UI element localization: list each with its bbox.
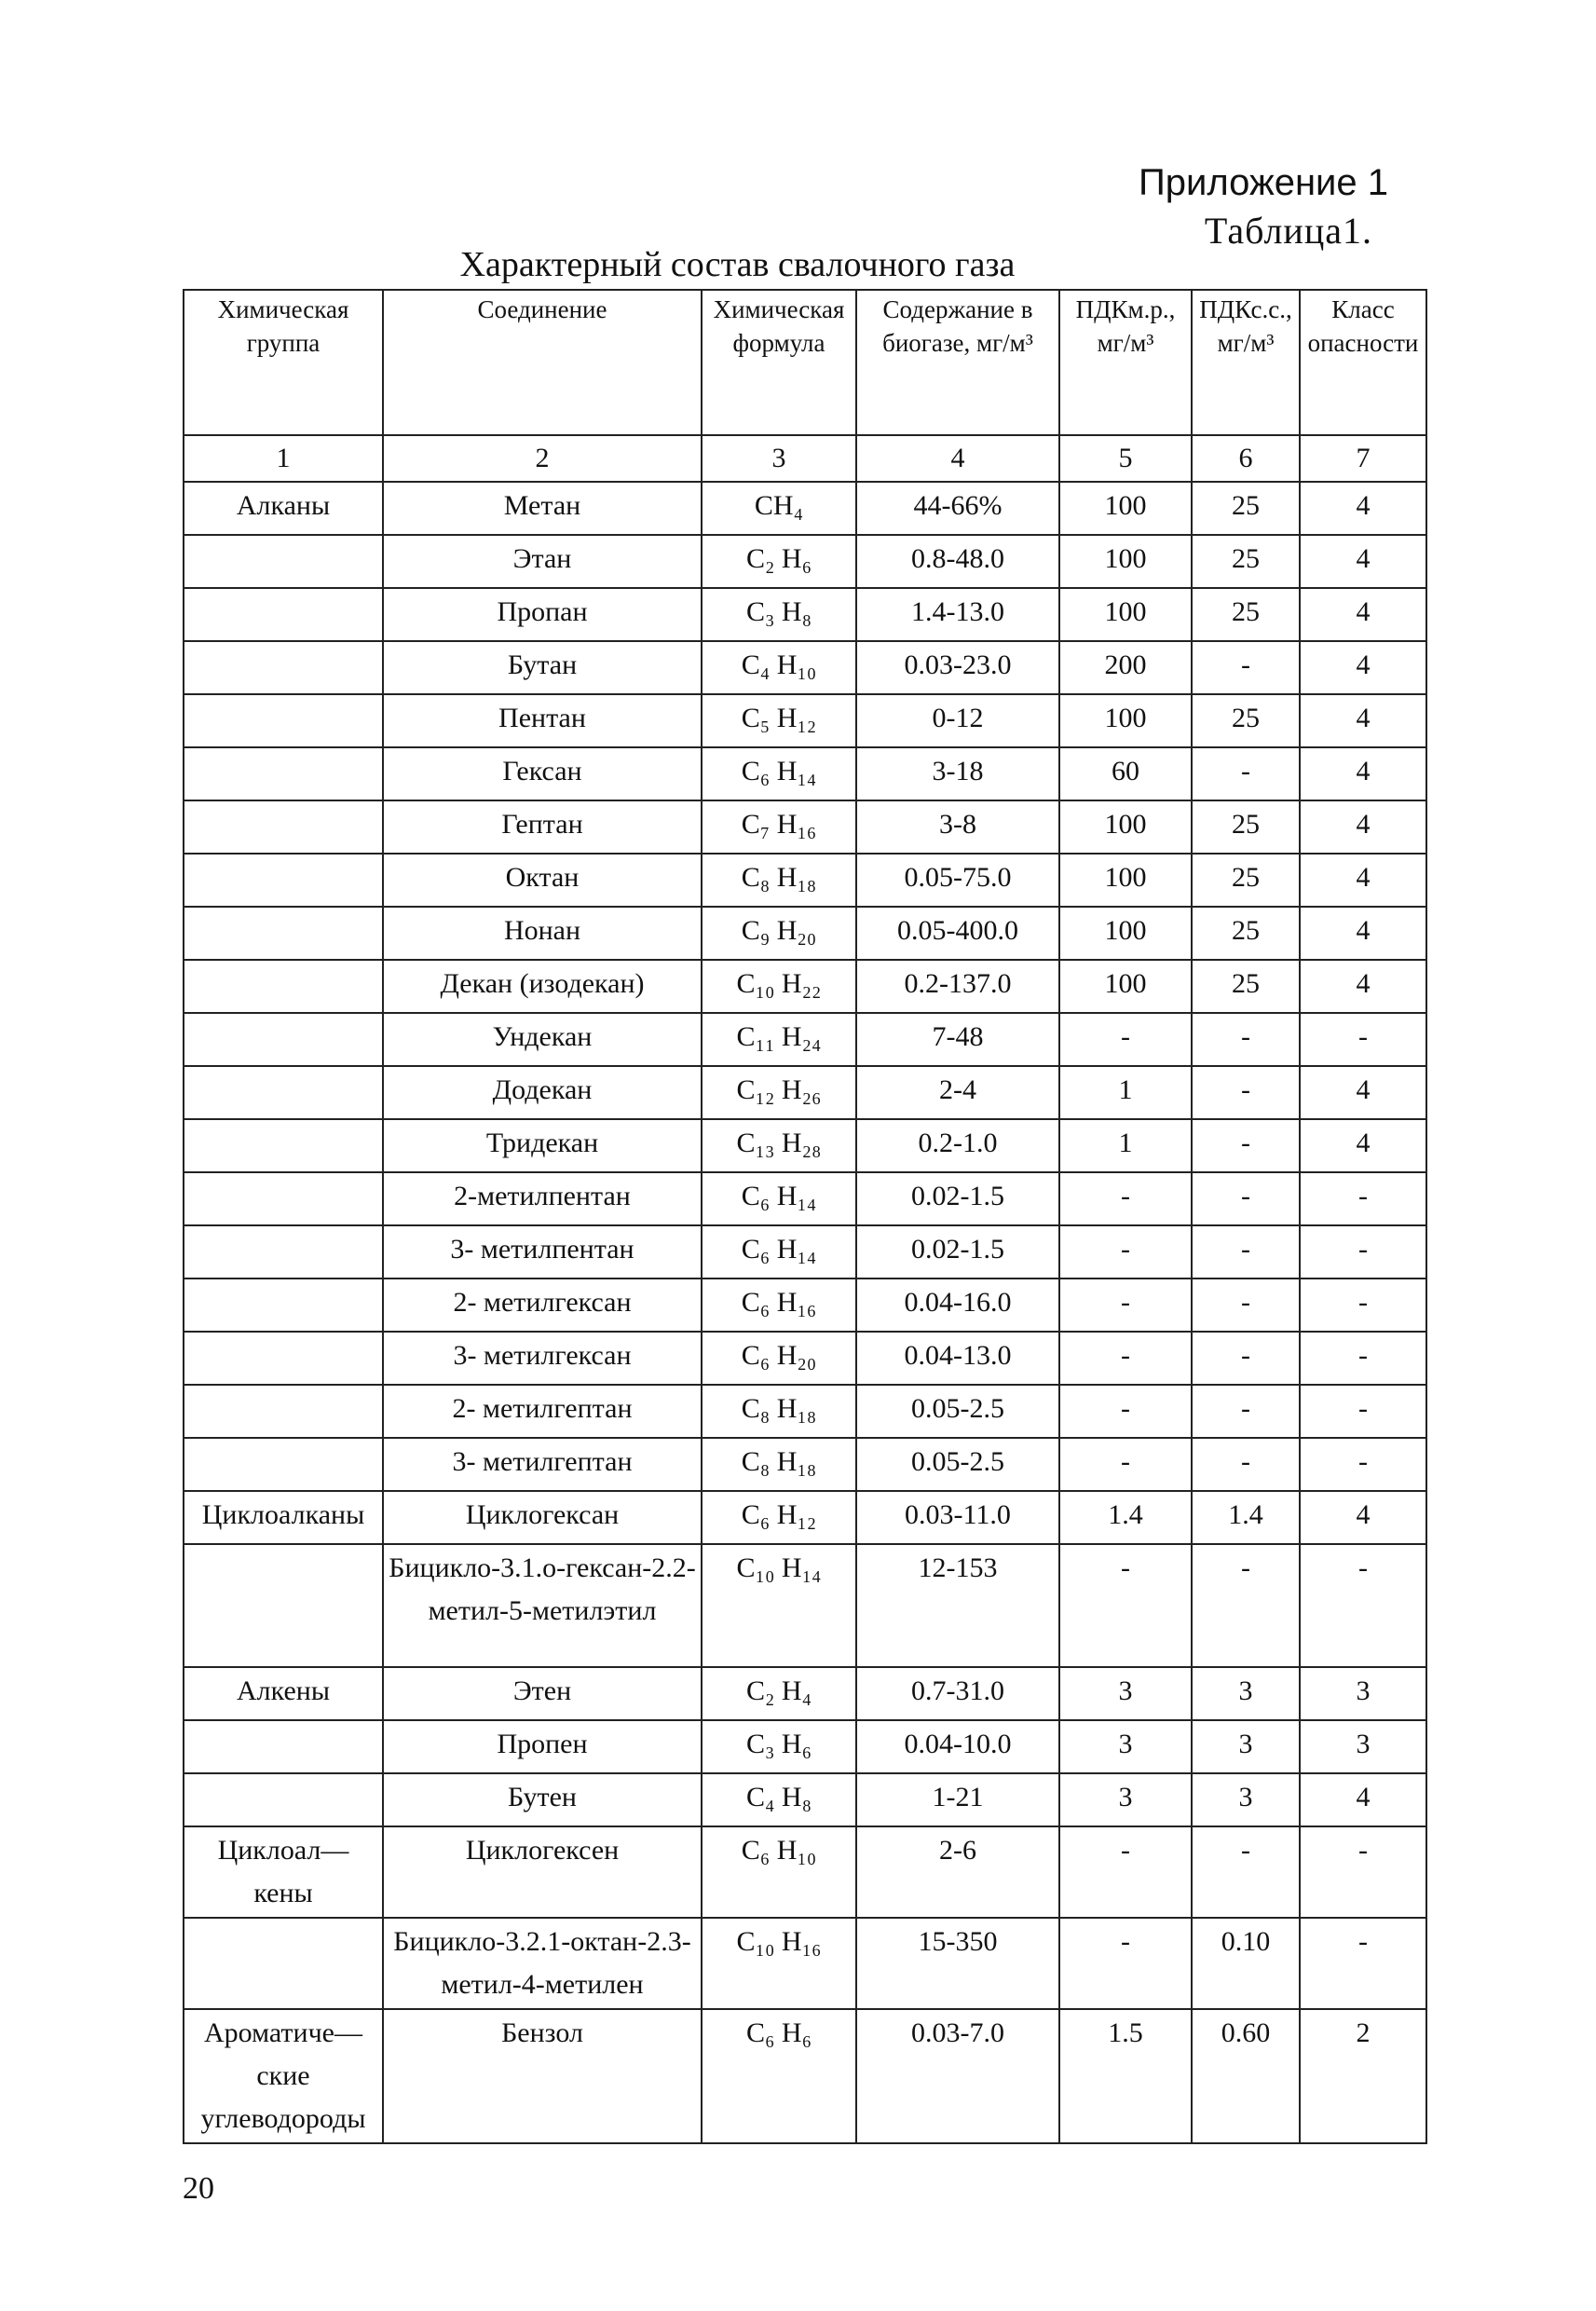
cell-pdk-ss: - — [1192, 1066, 1300, 1119]
cell-hazard: 4 — [1300, 1491, 1426, 1544]
cell-pdk-mr: 100 — [1059, 535, 1192, 588]
table-row — [184, 747, 1426, 800]
cell-pdk-mr: 1.5 — [1059, 2009, 1192, 2143]
gas-composition-table — [183, 289, 1427, 2144]
cell-group — [184, 1918, 383, 2009]
cell-pdk-mr: 200 — [1059, 641, 1192, 694]
cell-hazard: 4 — [1300, 747, 1426, 800]
cell-hazard: - — [1300, 1918, 1426, 2009]
cell-compound: Тридекан — [383, 1119, 702, 1172]
cell-pdk-mr: - — [1059, 1438, 1192, 1491]
table-row — [184, 2009, 1426, 2143]
cell-formula: C₁₀ H₁₆ — [702, 1918, 856, 2009]
cell-content: 0.05-400.0 — [856, 907, 1059, 960]
cell-compound: Этан — [383, 535, 702, 588]
cell-hazard: - — [1300, 1279, 1426, 1332]
cell-pdk-ss: - — [1192, 1013, 1300, 1066]
cell-compound: Октан — [383, 854, 702, 907]
cell-group — [184, 960, 383, 1013]
table-row — [184, 482, 1426, 535]
cell-content: 0.8-48.0 — [856, 535, 1059, 588]
table-row — [184, 1544, 1426, 1667]
table-row — [184, 641, 1426, 694]
cell-hazard: 4 — [1300, 1066, 1426, 1119]
cell-formula: C₁₀ H₂₂ — [702, 960, 856, 1013]
cell-pdk-ss: 25 — [1192, 960, 1300, 1013]
header-content: Содержание в биогазе, мг/м³ — [856, 290, 1059, 435]
cell-compound: Бицикло-3.2.1-октан-2.3-метил-4-метилен — [383, 1918, 702, 2009]
cell-content: 0.04-13.0 — [856, 1332, 1059, 1385]
cell-pdk-mr: 100 — [1059, 694, 1192, 747]
cell-pdk-ss: - — [1192, 747, 1300, 800]
cell-pdk-mr: 100 — [1059, 800, 1192, 854]
table-row — [184, 800, 1426, 854]
table-row — [184, 907, 1426, 960]
cell-pdk-mr: - — [1059, 1013, 1192, 1066]
cell-content: 0.02-1.5 — [856, 1172, 1059, 1225]
cell-formula: C₆ H₆ — [702, 2009, 856, 2143]
cell-formula: C₈ H₁₈ — [702, 1385, 856, 1438]
cell-hazard: 4 — [1300, 694, 1426, 747]
cell-pdk-mr: 100 — [1059, 482, 1192, 535]
cell-pdk-mr: - — [1059, 1826, 1192, 1918]
cell-compound: Нонан — [383, 907, 702, 960]
cell-pdk-ss: - — [1192, 1438, 1300, 1491]
cell-formula: C₁₁ H₂₄ — [702, 1013, 856, 1066]
cell-formula: C₈ H₁₈ — [702, 1438, 856, 1491]
table-row — [184, 1066, 1426, 1119]
column-number-row — [184, 435, 1426, 482]
cell-content: 0.05-2.5 — [856, 1438, 1059, 1491]
cell-compound: Ундекан — [383, 1013, 702, 1066]
table-row — [184, 1491, 1426, 1544]
cell-formula: CH₄ — [702, 482, 856, 535]
cell-content: 0.2-1.0 — [856, 1119, 1059, 1172]
cell-pdk-ss: - — [1192, 1332, 1300, 1385]
cell-compound: Декан (изодекан) — [383, 960, 702, 1013]
cell-pdk-ss: 25 — [1192, 482, 1300, 535]
cell-pdk-ss: - — [1192, 1279, 1300, 1332]
cell-hazard: 4 — [1300, 535, 1426, 588]
table-row — [184, 1013, 1426, 1066]
cell-formula: C₂ H₄ — [702, 1667, 856, 1720]
table-row — [184, 1773, 1426, 1826]
table-row — [184, 1225, 1426, 1279]
cell-pdk-mr: 100 — [1059, 960, 1192, 1013]
cell-hazard: 4 — [1300, 960, 1426, 1013]
cell-compound: 3- метилгексан — [383, 1332, 702, 1385]
cell-group — [184, 1066, 383, 1119]
cell-hazard: - — [1300, 1385, 1426, 1438]
table-number: Таблица1. — [1204, 210, 1372, 252]
header-hazard: Класс опасности — [1300, 290, 1426, 435]
cell-hazard: 2 — [1300, 2009, 1426, 2143]
cell-hazard: 4 — [1300, 1773, 1426, 1826]
cell-formula: C₆ H₁₂ — [702, 1491, 856, 1544]
cell-formula: C₂ H₆ — [702, 535, 856, 588]
col-number: 4 — [856, 435, 1059, 482]
cell-pdk-ss: - — [1192, 1826, 1300, 1918]
cell-pdk-mr: 3 — [1059, 1773, 1192, 1826]
cell-group — [184, 1119, 383, 1172]
cell-group — [184, 1225, 383, 1279]
cell-formula: C₆ H₂₀ — [702, 1332, 856, 1385]
cell-hazard: 4 — [1300, 907, 1426, 960]
cell-compound: 2- метилгексан — [383, 1279, 702, 1332]
cell-formula: C₄ H₁₀ — [702, 641, 856, 694]
cell-pdk-mr: - — [1059, 1332, 1192, 1385]
cell-pdk-ss: 3 — [1192, 1667, 1300, 1720]
cell-formula: C₆ H₁₄ — [702, 1225, 856, 1279]
cell-group — [184, 1279, 383, 1332]
cell-group: Алканы — [184, 482, 383, 535]
page-number: 20 — [183, 2171, 214, 2206]
cell-formula: C₄ H₈ — [702, 1773, 856, 1826]
cell-group — [184, 535, 383, 588]
cell-pdk-ss: 1.4 — [1192, 1491, 1300, 1544]
cell-formula: C₆ H₁₄ — [702, 1172, 856, 1225]
col-number: 6 — [1192, 435, 1300, 482]
cell-pdk-mr: - — [1059, 1172, 1192, 1225]
table-row — [184, 588, 1426, 641]
cell-pdk-ss: 3 — [1192, 1720, 1300, 1773]
cell-group — [184, 641, 383, 694]
cell-pdk-mr: 100 — [1059, 854, 1192, 907]
cell-pdk-mr: 3 — [1059, 1667, 1192, 1720]
cell-group — [184, 1332, 383, 1385]
table-row — [184, 1918, 1426, 2009]
cell-formula: C₆ H₁₆ — [702, 1279, 856, 1332]
header-formula: Химическая формула — [702, 290, 856, 435]
cell-pdk-ss: 25 — [1192, 694, 1300, 747]
table-row — [184, 694, 1426, 747]
cell-pdk-mr: - — [1059, 1918, 1192, 2009]
cell-group — [184, 907, 383, 960]
table-row — [184, 1279, 1426, 1332]
cell-group: Циклоал—кены — [184, 1826, 383, 1918]
header-group: Химическая группа — [184, 290, 383, 435]
cell-pdk-ss: 25 — [1192, 854, 1300, 907]
cell-hazard: - — [1300, 1172, 1426, 1225]
cell-content: 0.2-137.0 — [856, 960, 1059, 1013]
table-row — [184, 1119, 1426, 1172]
cell-content: 0.03-7.0 — [856, 2009, 1059, 2143]
cell-content: 0.04-10.0 — [856, 1720, 1059, 1773]
cell-hazard: 4 — [1300, 482, 1426, 535]
cell-pdk-mr: 1 — [1059, 1119, 1192, 1172]
cell-compound: Додекан — [383, 1066, 702, 1119]
cell-compound: 3- метилгептан — [383, 1438, 702, 1491]
table-row — [184, 1667, 1426, 1720]
table-row — [184, 1172, 1426, 1225]
cell-content: 0.03-23.0 — [856, 641, 1059, 694]
cell-formula: C₆ H₁₀ — [702, 1826, 856, 1918]
cell-pdk-mr: - — [1059, 1385, 1192, 1438]
cell-formula: C₃ H₆ — [702, 1720, 856, 1773]
cell-pdk-ss: 25 — [1192, 535, 1300, 588]
header-pdk-ss: ПДКс.с., мг/м³ — [1192, 290, 1300, 435]
cell-pdk-mr: 100 — [1059, 907, 1192, 960]
cell-hazard: 3 — [1300, 1667, 1426, 1720]
cell-group: Циклоалканы — [184, 1491, 383, 1544]
cell-content: 0-12 — [856, 694, 1059, 747]
cell-group: Алкены — [184, 1667, 383, 1720]
table-caption — [0, 244, 1596, 285]
cell-content: 1.4-13.0 — [856, 588, 1059, 641]
cell-formula: C₁₀ H₁₄ — [702, 1544, 856, 1667]
table-row — [184, 1720, 1426, 1773]
cell-group — [184, 1773, 383, 1826]
cell-pdk-ss: - — [1192, 1544, 1300, 1667]
cell-content: 0.05-2.5 — [856, 1385, 1059, 1438]
cell-pdk-ss: - — [1192, 1225, 1300, 1279]
cell-group — [184, 747, 383, 800]
cell-compound: Бензол — [383, 2009, 702, 2143]
cell-group — [184, 694, 383, 747]
cell-compound: Этен — [383, 1667, 702, 1720]
table-row — [184, 1438, 1426, 1491]
cell-formula: C₇ H₁₆ — [702, 800, 856, 854]
cell-compound: Гексан — [383, 747, 702, 800]
cell-group — [184, 1720, 383, 1773]
cell-formula: C₁₂ H₂₆ — [702, 1066, 856, 1119]
cell-compound: Пропан — [383, 588, 702, 641]
cell-content: 0.03-11.0 — [856, 1491, 1059, 1544]
cell-pdk-ss: 25 — [1192, 588, 1300, 641]
cell-pdk-mr: 100 — [1059, 588, 1192, 641]
cell-hazard: - — [1300, 1826, 1426, 1918]
header-compound: Соединение — [383, 290, 702, 435]
cell-content: 44-66% — [856, 482, 1059, 535]
cell-hazard: 4 — [1300, 854, 1426, 907]
cell-pdk-ss: 0.60 — [1192, 2009, 1300, 2143]
table-row — [184, 535, 1426, 588]
table-body — [184, 482, 1426, 2143]
cell-content: 0.05-75.0 — [856, 854, 1059, 907]
table-row — [184, 854, 1426, 907]
cell-group — [184, 588, 383, 641]
cell-hazard: - — [1300, 1544, 1426, 1667]
cell-compound: Бутан — [383, 641, 702, 694]
cell-pdk-mr: - — [1059, 1544, 1192, 1667]
cell-pdk-ss: 3 — [1192, 1773, 1300, 1826]
cell-content: 3-8 — [856, 800, 1059, 854]
cell-group — [184, 854, 383, 907]
cell-hazard: - — [1300, 1225, 1426, 1279]
col-number: 7 — [1300, 435, 1426, 482]
cell-pdk-ss: - — [1192, 1119, 1300, 1172]
cell-content: 2-6 — [856, 1826, 1059, 1918]
cell-hazard: - — [1300, 1438, 1426, 1491]
cell-group — [184, 1438, 383, 1491]
cell-content: 0.7-31.0 — [856, 1667, 1059, 1720]
cell-group — [184, 800, 383, 854]
cell-compound: Бицикло-3.1.о-гексан-2.2-метил-5-метилэтил — [383, 1544, 702, 1667]
cell-compound: Циклогексен — [383, 1826, 702, 1918]
cell-content: 1-21 — [856, 1773, 1059, 1826]
cell-group — [184, 1544, 383, 1667]
cell-content: 12-153 — [856, 1544, 1059, 1667]
cell-content: 7-48 — [856, 1013, 1059, 1066]
cell-content: 3-18 — [856, 747, 1059, 800]
table-row — [184, 1332, 1426, 1385]
cell-compound: Пентан — [383, 694, 702, 747]
cell-group — [184, 1385, 383, 1438]
table-row — [184, 1385, 1426, 1438]
header-row — [184, 290, 1426, 435]
cell-formula: C₅ H₁₂ — [702, 694, 856, 747]
cell-pdk-mr: 1 — [1059, 1066, 1192, 1119]
col-number: 1 — [184, 435, 383, 482]
cell-formula: C₆ H₁₄ — [702, 747, 856, 800]
cell-compound: Метан — [383, 482, 702, 535]
cell-hazard: 4 — [1300, 641, 1426, 694]
cell-group: Ароматиче—ские углеводороды — [184, 2009, 383, 2143]
cell-hazard: 4 — [1300, 800, 1426, 854]
cell-hazard: 3 — [1300, 1720, 1426, 1773]
cell-formula: C₃ H₈ — [702, 588, 856, 641]
col-number: 5 — [1059, 435, 1192, 482]
table-row — [184, 1826, 1426, 1918]
cell-pdk-ss: - — [1192, 641, 1300, 694]
cell-formula: C₈ H₁₈ — [702, 854, 856, 907]
cell-compound: Гептан — [383, 800, 702, 854]
cell-hazard: - — [1300, 1332, 1426, 1385]
cell-pdk-mr: 3 — [1059, 1720, 1192, 1773]
cell-pdk-ss: 0.10 — [1192, 1918, 1300, 2009]
cell-pdk-mr: - — [1059, 1225, 1192, 1279]
cell-pdk-mr: - — [1059, 1279, 1192, 1332]
cell-compound: Бутен — [383, 1773, 702, 1826]
cell-content: 2-4 — [856, 1066, 1059, 1119]
cell-hazard: - — [1300, 1013, 1426, 1066]
cell-pdk-ss: 25 — [1192, 800, 1300, 854]
cell-compound: 2- метилгептан — [383, 1385, 702, 1438]
cell-compound: 2-метилпентан — [383, 1172, 702, 1225]
cell-pdk-ss: 25 — [1192, 907, 1300, 960]
cell-group — [184, 1172, 383, 1225]
cell-compound: Циклогексан — [383, 1491, 702, 1544]
col-number: 2 — [383, 435, 702, 482]
cell-content: 0.02-1.5 — [856, 1225, 1059, 1279]
cell-formula: C₁₃ H₂₈ — [702, 1119, 856, 1172]
cell-hazard: 4 — [1300, 588, 1426, 641]
cell-compound: 3- метилпентан — [383, 1225, 702, 1279]
col-number: 3 — [702, 435, 856, 482]
cell-formula: C₉ H₂₀ — [702, 907, 856, 960]
cell-pdk-mr: 60 — [1059, 747, 1192, 800]
cell-compound: Пропен — [383, 1720, 702, 1773]
cell-pdk-ss: - — [1192, 1385, 1300, 1438]
caption-text: Характерный состав свалочного газа — [459, 245, 1016, 284]
cell-group — [184, 1013, 383, 1066]
table-row — [184, 960, 1426, 1013]
cell-content: 0.04-16.0 — [856, 1279, 1059, 1332]
cell-pdk-mr: 1.4 — [1059, 1491, 1192, 1544]
header-pdk-mr: ПДКм.р., мг/м³ — [1059, 290, 1192, 435]
appendix-label: Приложение 1 — [1139, 162, 1388, 203]
cell-content: 15-350 — [856, 1918, 1059, 2009]
cell-pdk-ss: - — [1192, 1172, 1300, 1225]
cell-hazard: 4 — [1300, 1119, 1426, 1172]
